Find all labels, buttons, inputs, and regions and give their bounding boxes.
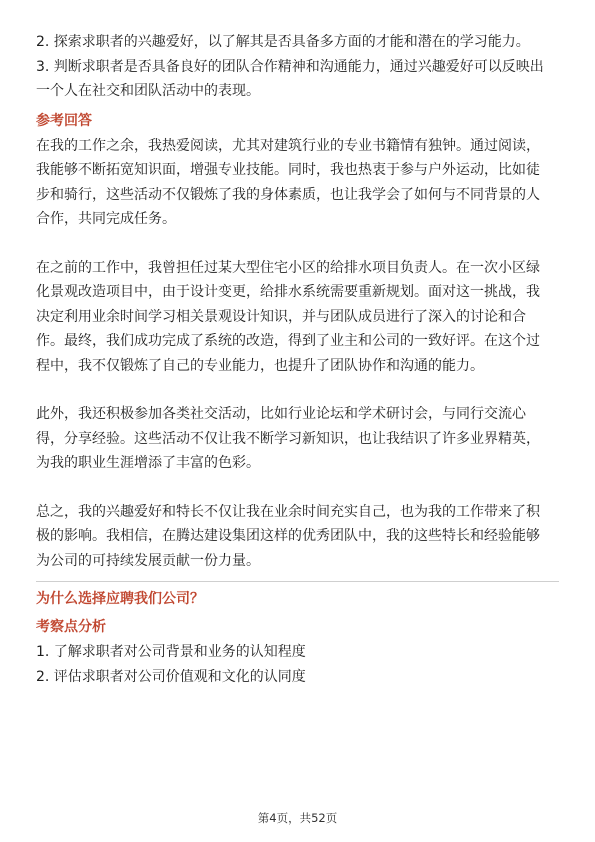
- document-page: [36, 30, 559, 689]
- paragraph-gap: [36, 378, 559, 402]
- list-item-continuation: 一个人在社交和团队活动中的表现。: [36, 83, 260, 99]
- list-item: 1. 了解求职者对公司背景和业务的认知程度: [36, 644, 306, 660]
- answer-heading: 参考回答: [36, 112, 92, 129]
- paragraph-line: 为公司的可持续发展贡献一份力量。: [36, 552, 260, 569]
- paragraph-line: 为我的职业生涯增添了丰富的色彩。: [36, 455, 260, 471]
- question-heading: 为什么选择应聘我们公司？: [36, 591, 204, 607]
- paragraph-line: 合作，共同完成任务。: [36, 211, 176, 227]
- paragraph-gap: [36, 476, 559, 500]
- list-item: 2. 探索求职者的兴趣爱好，以了解其是否具备多方面的才能和潜在的学习能力。: [36, 34, 530, 50]
- paragraph-line: 极的影响。我相信，在腾达建设集团这样的优秀团队中，我的这些特长和经验能够: [36, 528, 540, 544]
- paragraph-line: 作。最终，我们成功完成了系统的改造，得到了业主和公司的一致好评。在这个过: [36, 333, 540, 349]
- answer-paragraph-2: [36, 256, 559, 379]
- paragraph-line: 化景观改造项目中，由于设计变更，给排水系统需要重新规划。面对这一挑战，我: [36, 284, 540, 300]
- answer-paragraph-1: [36, 134, 559, 232]
- paragraph-line: 步和骑行，这些活动不仅锻炼了我的身体素质，也让我学会了如何与不同背景的人: [36, 186, 540, 203]
- paragraph-gap: [36, 232, 559, 256]
- paragraph-line: 在我的工作之余，我热爱阅读，尤其对建筑行业的专业书籍情有独钟。通过阅读，: [36, 137, 540, 154]
- analysis-list: [36, 640, 559, 689]
- answer-paragraph-3: [36, 402, 559, 476]
- paragraph-line: 决定利用业余时间学习相关景观设计知识，并与团队成员进行了深入的讨论和合: [36, 308, 526, 325]
- paragraph-line: 我能够不断拓宽知识面，增强专业技能。同时，我也热衷于参与户外运动，比如徒: [36, 162, 540, 178]
- analysis-heading: 考察点分析: [36, 619, 106, 635]
- page-number-footer: 第4页，共52页: [257, 811, 338, 825]
- list-item: 3. 判断求职者是否具备良好的团队合作精神和沟通能力，通过兴趣爱好可以反映出: [36, 58, 544, 75]
- answer-paragraph-4: [36, 500, 559, 574]
- intro-list: [36, 30, 559, 104]
- paragraph-line: 得，分享经验。这些活动不仅让我不断学习新知识，也让我结识了许多业界精英，: [36, 430, 540, 447]
- list-item: 2. 评估求职者对公司价值观和文化的认同度: [36, 668, 306, 685]
- paragraph-line: 在之前的工作中，我曾担任过某大型住宅小区的给排水项目负责人。在一次小区绿: [36, 259, 540, 276]
- paragraph-line: 总之，我的兴趣爱好和特长不仅让我在业余时间充实自己，也为我的工作带来了积: [36, 503, 540, 520]
- paragraph-line: 此外，我还积极参加各类社交活动，比如行业论坛和学术研讨会，与同行交流心: [36, 406, 526, 422]
- paragraph-line: 程中，我不仅锻炼了自己的专业能力，也提升了团队协作和沟通的能力。: [36, 357, 484, 374]
- section-divider: [36, 581, 559, 582]
